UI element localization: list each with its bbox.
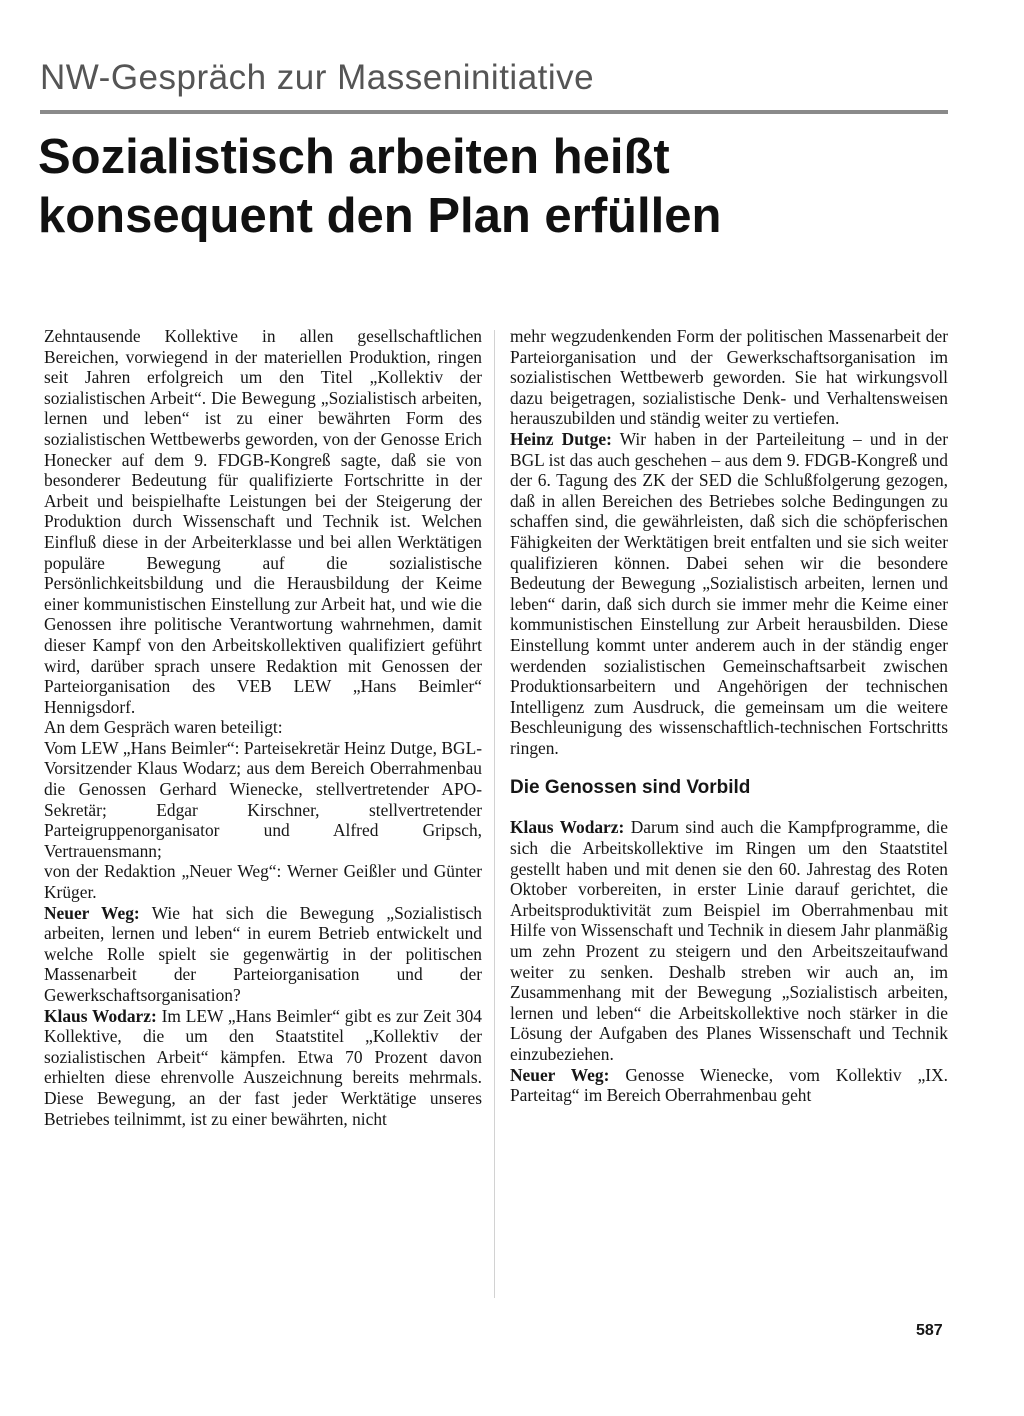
section-kicker: NW-Gespräch zur Masseninitiative bbox=[40, 58, 595, 97]
question-1-text: Wie hat sich die Bewegung „Sozialistisch arbeiten, lernen und leben“ in eurem Betrieb entwickelt und welche Rolle spielt sie gegenwärtig in der politischen Massenarbeit der Parteiorganisation und der Gewerkschaftsorganisation? bbox=[44, 902, 482, 1005]
answer-3 bbox=[510, 817, 948, 1064]
left-column bbox=[44, 326, 482, 1129]
speaker-label: Neuer Weg: bbox=[44, 902, 140, 923]
participants-lew: Vom LEW „Hans Beimler“: Parteisekretär Heinz Dutge, BGL-Vorsitzender Klaus Wodarz; aus dem Bereich Oberrahmenbau die Genossen Gerhard Wienecke, stellvertretender APO-Sekretär; Edgar Kirschner, stellvertretender Parteigruppenorganisator und Alfred Gripsch, Vertrauensmann; bbox=[44, 737, 482, 861]
right-column bbox=[510, 326, 948, 1106]
answer-1 bbox=[44, 1006, 482, 1130]
speaker-label: Heinz Dutge: bbox=[510, 428, 612, 449]
participants-editors: von der Redaktion „Neuer Weg“: Werner Geißler und Günter Krüger. bbox=[44, 861, 482, 903]
question-2 bbox=[510, 1065, 948, 1106]
headline-line-2: konsequent den Plan erfüllen bbox=[38, 189, 722, 243]
question-1 bbox=[44, 903, 482, 1006]
answer-2 bbox=[510, 429, 948, 759]
speaker-label: Klaus Wodarz: bbox=[44, 1005, 157, 1026]
answer-1-continued: mehr wegzudenkenden Form der politischen Massenarbeit der Parteiorganisation und der Gewerkschaftsorganisation im sozialistischen Wettbewerb geworden. Sie hat wirkungsvoll dazu beigetragen, sozialistische Denk- und Verhaltensweisen herauszubilden und ständig weiter zu vertiefen. bbox=[510, 326, 948, 429]
answer-2-text: Wir haben in der Parteileitung – und in der BGL ist das auch geschehen – aus dem 9. FDGB-Kongreß und der 6. Tagung des ZK der SED die Schlußfolgerung gezogen, daß in allen Bereichen des Betriebes solche Bedingungen zu schaffen sind, die gewährleisten, daß sich die schöpferischen Fähigkeiten der Werktätigen breit entfalten und sie sich weiter qualifizieren können. Dabei sehen wir die besondere Bedeutung der Bewegung „Sozialistisch arbeiten, lernen und leben“ darin, daß sich durch sie immer mehr die Keime einer kommunistischen Einstellung zur Arbeit herausbilden. Diese Einstellung kommt unter anderem auch in der ständig enger werdenden sozialistischen Gemeinschaftsarbeit zwischen Produktionsarbeitern und Angehörigen der technischen Intelligenz zum Ausdruck, die gemeinsam um die weitere Beschleunigung des wissenschaftlich-technischen Fortschritts ringen. bbox=[510, 428, 948, 758]
answer-3-text: Darum sind auch die Kampfprogramme, die sich die Arbeitskollektive im Ringen um den Staatstitel gestellt haben und mit denen sie den 60. Jahrestag des Roten Oktober vorbereiten, in erster Linie darauf gerichtet, die Arbeitsproduktivität zum Beispiel im Oberrahmenbau mit Hilfe von Wissenschaft und Technik in diesem Jahr planmäßig um zehn Prozent zu steigern und den Arbeitszeitaufwand weiter zu senken. Deshalb streben wir auch an, im Zusammenhang mit der Bewegung „Sozialistisch arbeiten, lernen und leben“ die Arbeitskollektive noch stärker in die Lösung der Aufgaben des Planes Wissenschaft und Technik einzubeziehen. bbox=[510, 817, 949, 1064]
participants-intro: An dem Gespräch waren beteiligt: bbox=[44, 717, 283, 738]
article-headline bbox=[38, 128, 958, 246]
page-number: 587 bbox=[916, 1322, 943, 1339]
column-divider bbox=[494, 330, 495, 1298]
speaker-label: Neuer Weg: bbox=[510, 1064, 610, 1085]
speaker-label: Klaus Wodarz: bbox=[510, 817, 625, 838]
answer-1-text: Im LEW „Hans Beimler“ gibt es zur Zeit 304 Kollektive, die um den Staatstitel „Kollektiv der sozialistischen Arbeit“ kämpfen. Etwa 70 Prozent davon erhielten diese ehrenvolle Auszeichnung bereits mehrmals. Diese Bewegung, an der fast jeder Werktätige unseres Betriebes teilnimmt, ist zu einer bewährten, nicht bbox=[44, 1005, 482, 1129]
intro-paragraph: Zehntausende Kollektive in allen gesellschaftlichen Bereichen, vorwiegend in der materiellen Produktion, ringen seit Jahren erfolgreich um den Titel „Kollektiv der sozialistischen Arbeit“. Die Bewegung „Sozialistisch arbeiten, lernen und leben“ ist zu einer bewährten Form des sozialistischen Wettbewerbs geworden, von der Genosse Erich Honecker auf dem 9. FDGB-Kongreß sagte, daß sie von besonderer Bedeutung für qualifizierte Fortschritte in der Arbeit und beispielhafte Leistungen bei der Steigerung der Produktion durch Wissenschaft und Technik ist. Welchen Einfluß diese in der Arbeiterklasse und bei allen Werktätigen populäre Bewegung auf die sozialistische Persönlichkeitsbildung und die Herausbildung der Keime einer kommunistischen Einstellung zur Arbeit hat, und wie die Genossen ihre politische Verantwortung wahrnehmen, damit dieser Kampf von den Arbeitskollektiven qualifiziert geführt wird, darüber sprach unsere Redaktion mit Genossen der Parteiorganisation des VEB LEW „Hans Beimler“ Hennigsdorf. bbox=[44, 326, 482, 717]
question-2-text: Genosse Wienecke, vom Kollektiv „IX. Parteitag“ im Bereich Oberrahmenbau geht bbox=[510, 1064, 948, 1106]
kicker-rule bbox=[40, 110, 948, 114]
headline-line-1: Sozialistisch arbeiten heißt bbox=[38, 130, 670, 184]
section-subheading: Die Genossen sind Vorbild bbox=[510, 777, 751, 799]
